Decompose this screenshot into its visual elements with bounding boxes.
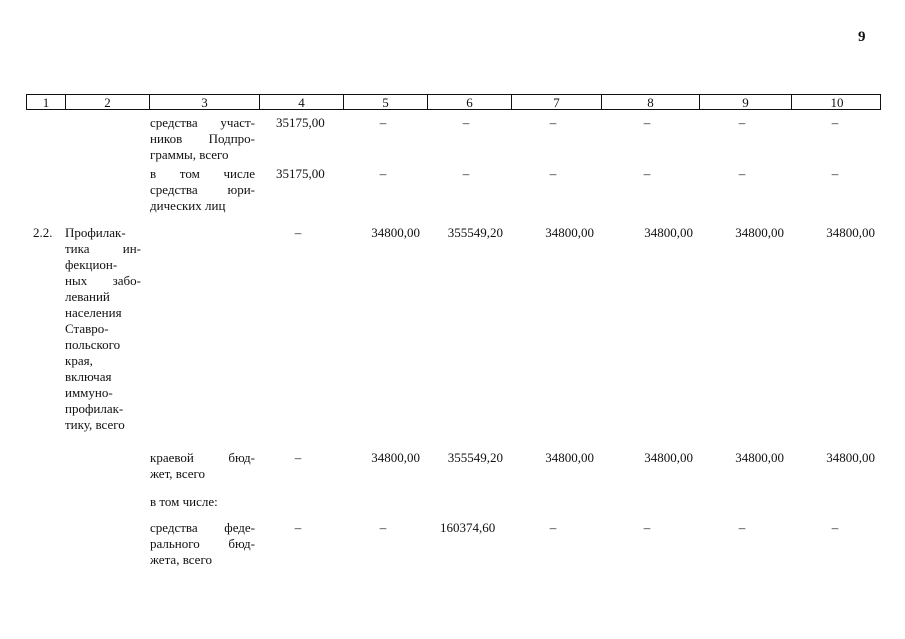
row1-col9-dash: – — [738, 115, 746, 130]
row3-col7-value: 34800,00 — [545, 225, 594, 240]
row3-col2-line4: ных забо- — [65, 273, 141, 288]
row4-col6-value: 355549,20 — [447, 450, 503, 465]
row1-col10-dash: – — [831, 115, 839, 130]
row3-col10-value: 34800,00 — [826, 225, 875, 240]
row3-col2-line11: иммуно- — [65, 385, 113, 400]
row3-col2-line7: Ставро- — [65, 321, 109, 336]
row6-col4-dash: – — [294, 520, 302, 535]
page-number: 9 — [858, 29, 866, 45]
row3-number: 2.2. — [33, 225, 53, 240]
header-cell-5: 5 — [343, 95, 427, 109]
row6-col3-line2: рального бюд- — [150, 536, 255, 551]
row3-col2-line1: Профилак- — [65, 225, 126, 240]
row6-col5-dash: – — [379, 520, 387, 535]
row6-col6-value: 160374,60 — [440, 520, 496, 535]
row3-col8-value: 34800,00 — [644, 225, 693, 240]
row4-col4-dash: – — [294, 450, 302, 465]
row6-col10-dash: – — [831, 520, 839, 535]
row3-col2-line8: польского — [65, 337, 121, 352]
header-cell-6: 6 — [427, 95, 511, 109]
header-cell-2: 2 — [65, 95, 149, 109]
header-cell-7: 7 — [511, 95, 601, 109]
header-cell-3: 3 — [149, 95, 259, 109]
row2-col8-dash: – — [643, 166, 651, 181]
row3-col2-line10: включая — [65, 369, 112, 384]
row6-col7-dash: – — [549, 520, 557, 535]
row3-col2-line6: населения — [65, 305, 122, 320]
row1-col3-line3: граммы, всего — [150, 147, 229, 162]
header-cell-8: 8 — [601, 95, 699, 109]
row6-col9-dash: – — [738, 520, 746, 535]
header-cell-1: 1 — [42, 95, 50, 110]
row4-col3-line2: жет, всего — [150, 466, 206, 481]
row1-col3-line1: средства участ- — [150, 115, 255, 130]
row6-col3-line3: жета, всего — [150, 552, 212, 567]
row1-col6-dash: – — [462, 115, 470, 130]
row3-col2-line3: фекцион- — [65, 257, 118, 272]
row1-col7-dash: – — [549, 115, 557, 130]
header-cell-10: 10 — [791, 95, 882, 109]
row3-col2-line12: профилак- — [65, 401, 124, 416]
row2-col4-value: 35175,00 — [276, 166, 325, 181]
row3-col2-line13: тику, всего — [65, 417, 125, 432]
row3-col2-line2: тика ин- — [65, 241, 141, 256]
row3-col2-line9: края, — [65, 353, 93, 368]
row2-col9-dash: – — [738, 166, 746, 181]
row2-col10-dash: – — [831, 166, 839, 181]
row2-col3-line3: дических лиц — [150, 198, 226, 213]
table-header-row — [26, 94, 881, 110]
row3-col6-value: 355549,20 — [447, 225, 503, 240]
row4-col9-value: 34800,00 — [735, 450, 784, 465]
row3-col5-value: 34800,00 — [371, 225, 420, 240]
row1-col8-dash: – — [643, 115, 651, 130]
row2-col7-dash: – — [549, 166, 557, 181]
row1-col5-dash: – — [379, 115, 387, 130]
row3-col9-value: 34800,00 — [735, 225, 784, 240]
row4-col8-value: 34800,00 — [644, 450, 693, 465]
row5-col3-text: в том числе: — [150, 494, 218, 509]
row3-col2-line5: леваний — [65, 289, 110, 304]
row1-col4-value: 35175,00 — [276, 115, 325, 130]
row4-col10-value: 34800,00 — [826, 450, 875, 465]
row2-col3-line1: в том числе — [150, 166, 255, 181]
row3-col4-dash: – — [294, 225, 302, 240]
row1-col3-line2: ников Подпро- — [150, 131, 255, 146]
row6-col3-line1: средства феде- — [150, 520, 255, 535]
row2-col5-dash: – — [379, 166, 387, 181]
row2-col6-dash: – — [462, 166, 470, 181]
row4-col3-line1: краевой бюд- — [150, 450, 255, 465]
header-cell-4: 4 — [259, 95, 343, 109]
header-cell-9: 9 — [699, 95, 791, 109]
row2-col3-line2: средства юри- — [150, 182, 255, 197]
row6-col8-dash: – — [643, 520, 651, 535]
row4-col5-value: 34800,00 — [371, 450, 420, 465]
row4-col7-value: 34800,00 — [545, 450, 594, 465]
